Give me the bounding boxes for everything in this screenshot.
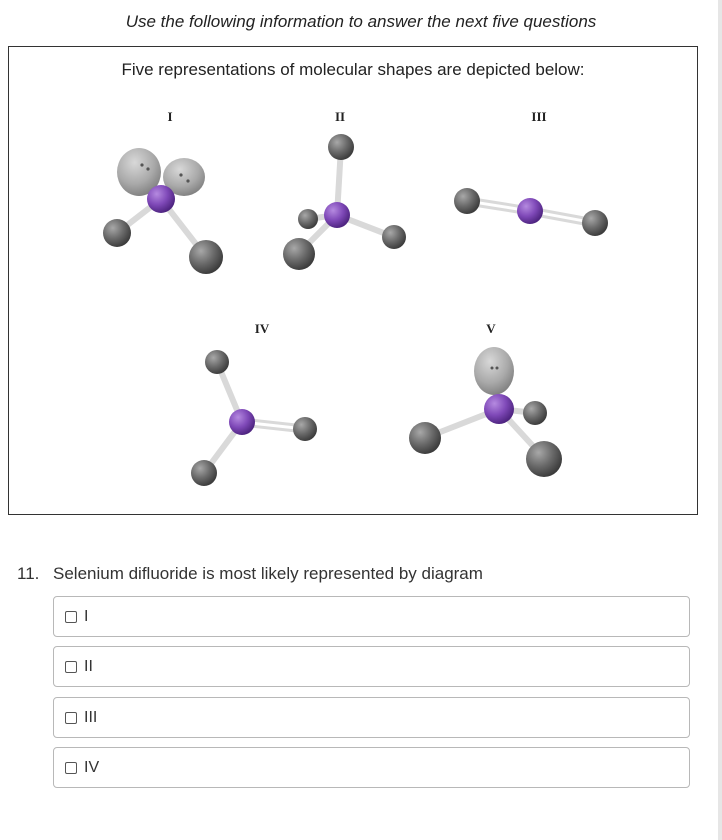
molecule-I bbox=[103, 148, 223, 274]
molecule-V bbox=[409, 347, 562, 477]
lone-pair-lobe bbox=[474, 347, 514, 395]
scrollbar-track[interactable] bbox=[718, 0, 722, 840]
molecular-shapes-figure bbox=[8, 46, 698, 515]
outer-atom bbox=[526, 441, 562, 477]
figure-caption: Five representations of molecular shapes are depicted below: bbox=[121, 60, 585, 79]
molecule-II bbox=[283, 134, 406, 270]
molecule-III bbox=[454, 188, 608, 236]
checkbox[interactable] bbox=[65, 611, 77, 623]
option-IV[interactable] bbox=[53, 747, 690, 788]
option-label: II bbox=[84, 657, 93, 675]
label-V: V bbox=[486, 321, 496, 336]
checkbox[interactable] bbox=[65, 661, 77, 673]
central-atom bbox=[229, 409, 255, 435]
molecule-drawings bbox=[9, 47, 697, 514]
label-II: II bbox=[334, 109, 346, 124]
outer-atom bbox=[328, 134, 354, 160]
question-11 bbox=[17, 564, 483, 584]
central-atom bbox=[147, 185, 175, 213]
outer-atom bbox=[523, 401, 547, 425]
checkbox[interactable] bbox=[65, 712, 77, 724]
outer-atom bbox=[293, 417, 317, 441]
outer-atom bbox=[205, 350, 229, 374]
outer-atom bbox=[103, 219, 131, 247]
outer-atom bbox=[283, 238, 315, 270]
outer-atom bbox=[191, 460, 217, 486]
central-atom bbox=[324, 202, 350, 228]
outer-atom bbox=[409, 422, 441, 454]
central-atom bbox=[517, 198, 543, 224]
option-I[interactable] bbox=[53, 596, 690, 637]
label-IV: IV bbox=[254, 321, 270, 336]
central-atom bbox=[484, 394, 514, 424]
outer-atom bbox=[189, 240, 223, 274]
label-I: I bbox=[167, 109, 173, 124]
outer-atom bbox=[454, 188, 480, 214]
outer-atom bbox=[382, 225, 406, 249]
question-number: 11. bbox=[17, 564, 40, 583]
option-label: III bbox=[84, 708, 98, 726]
question-text: Selenium difluoride is most likely represented by diagram bbox=[53, 564, 483, 583]
checkbox[interactable] bbox=[65, 762, 77, 774]
outer-atom bbox=[582, 210, 608, 236]
option-label: IV bbox=[84, 758, 100, 776]
label-III: III bbox=[531, 109, 547, 124]
option-II[interactable] bbox=[53, 646, 690, 687]
option-label: I bbox=[84, 607, 89, 625]
intro-text: Use the following information to answer the next five questions bbox=[125, 12, 597, 31]
molecule-IV bbox=[191, 350, 317, 486]
outer-atom bbox=[298, 209, 318, 229]
option-III[interactable] bbox=[53, 697, 690, 738]
